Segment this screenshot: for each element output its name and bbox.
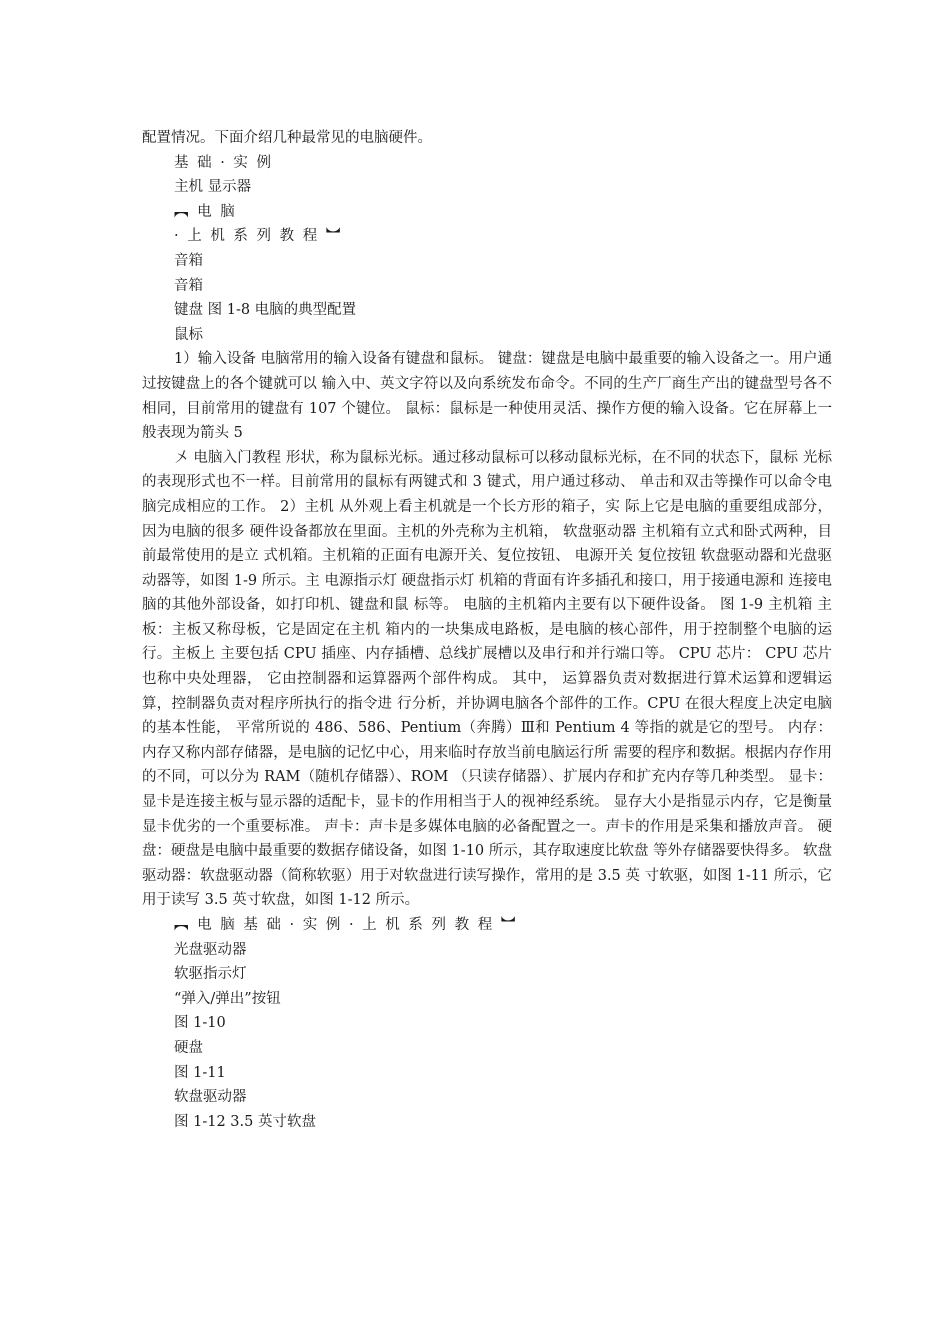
document-page [142,126,832,1134]
paragraph-host-components: 〤 电脑入门教程 形状，称为鼠标光标。通过移动鼠标可以移动鼠标光标，在不同的状态下，鼠标 光标的表现形式也不一样。目前常用的鼠标有两键式和 3 键式，用户通过移动、 单击和双击等操作可以命令电脑完成相应的工作。 2）主机 从外观上看主机就是一个长方形的箱子，实 际上它是电脑的重要组成部分，因为电脑的很多 硬件设备都放在里面。主机的外壳称为主机箱， 软盘驱动器 主机箱有立式和卧式两种，目前最常使用的是立 式机箱。主机箱的正面有电源开关、复位按钮、 电源开关 复位按钮 软盘驱动器和光盘驱动器等，如图 1-9 所示。主 电源指示灯 硬盘指示灯 机箱的背面有许多插孔和接口，用于接通电源和 连接电脑的其他外部设备，如打印机、键盘和鼠 标等。 电脑的主机箱内主要有以下硬件设备。 图 1-9 主机箱 主板：主板又称母板，它是固定在主机 箱内的一块集成电路板，是电脑的核心部件，用于控制整个电脑的运行。主板上 主要包括 CPU 插座、内存插槽、总线扩展槽以及串行和并行端口等。 CPU 芯片： CPU 芯片也称中央处理器， 它由控制器和运算器两个部件构成。 其中， 运算器负责对数据进行算术运算和逻辑运算，控制器负责对程序所执行的指令进 行分析，并协调电脑各个部件的工作。CPU 在很大程度上决定电脑的基本性能， 平常所说的 486、586、Pentium（奔腾）Ⅲ和 Pentium 4 等指的就是它的型号。 内存：内存又称内部存储器，是电脑的记忆中心，用来临时存放当前电脑运行所 需要的程序和数据。根据内存作用的不同，可以分为 RAM（随机存储器）、ROM （只读存储器）、扩展内存和扩充内存等几种类型。 显卡：显卡是连接主板与显示器的适配卡，显卡的作用相当于人的视神经系统。 显存大小是指显示内存，它是衡量显卡优劣的一个重要标准。 声卡：声卡是多媒体电脑的必备配置之一。声卡的作用是采集和播放声音。 硬盘：硬盘是电脑中最重要的数据存储设备，如图 1-10 所示，其存取速度比软盘 等外存储器要快得多。 软盘驱动器：软盘驱动器（简称软驱）用于对软盘进行读写操作，常用的是 3.5 英 寸软驱，如图 1-11 所示，它用于读写 3.5 英寸软盘，如图 1-12 所示。 [142,449,832,909]
series-header-title: ︻ 电 脑 [174,203,237,220]
figure-caption-1-12: 图 1-12 3.5 英寸软盘 [174,1113,316,1130]
figure-label-floppy-indicator: 软驱指示灯 [174,966,247,983]
figure-label-mouse: 鼠标 [174,326,203,343]
series-header-left: 基 础 · 实 例 [174,154,274,171]
figure-label-floppy-drive: 软盘驱动器 [174,1089,247,1106]
figure-1-labels [142,151,832,348]
series-header-full: ︻ 电 脑 基 础 · 实 例 · 上 机 系 列 教 程 ︼ [174,917,518,933]
figure-label-host-monitor: 主机 显示器 [174,179,252,196]
figure-label-eject-button: “弹入/弹出”按钮 [174,990,281,1007]
figure-label-hard-disk: 硬盘 [174,1039,203,1056]
figure-caption-1-8: 键盘 图 1-8 电脑的典型配置 [174,302,357,319]
series-header-subtitle: · 上 机 系 列 教 程 ︼ [174,228,343,245]
figure-label-speaker: 音箱 [174,252,203,269]
figure-caption-1-10: 图 1-10 [174,1015,226,1032]
figure-2-labels [142,913,832,1134]
figure-caption-1-11: 图 1-11 [174,1064,226,1081]
intro-line: 配置情况。下面介绍几种最常见的电脑硬件。 [142,130,432,146]
figure-label-optical-drive: 光盘驱动器 [174,941,247,958]
figure-label-speaker-2: 音箱 [174,277,203,294]
paragraph-input-devices: 1）输入设备 电脑常用的输入设备有键盘和鼠标。 键盘：键盘是电脑中最重要的输入设备之一。用户通过按键盘上的各个键就可以 输入中、英文字符以及向系统发布命令。不同的生产厂商生产出的键盘型号各不 相同，目前常用的键盘有 107 个键位。 鼠标：鼠标是一种使用灵活、操作方便的输入设备。它在屏幕上一般表现为箭头 5 [142,351,832,442]
